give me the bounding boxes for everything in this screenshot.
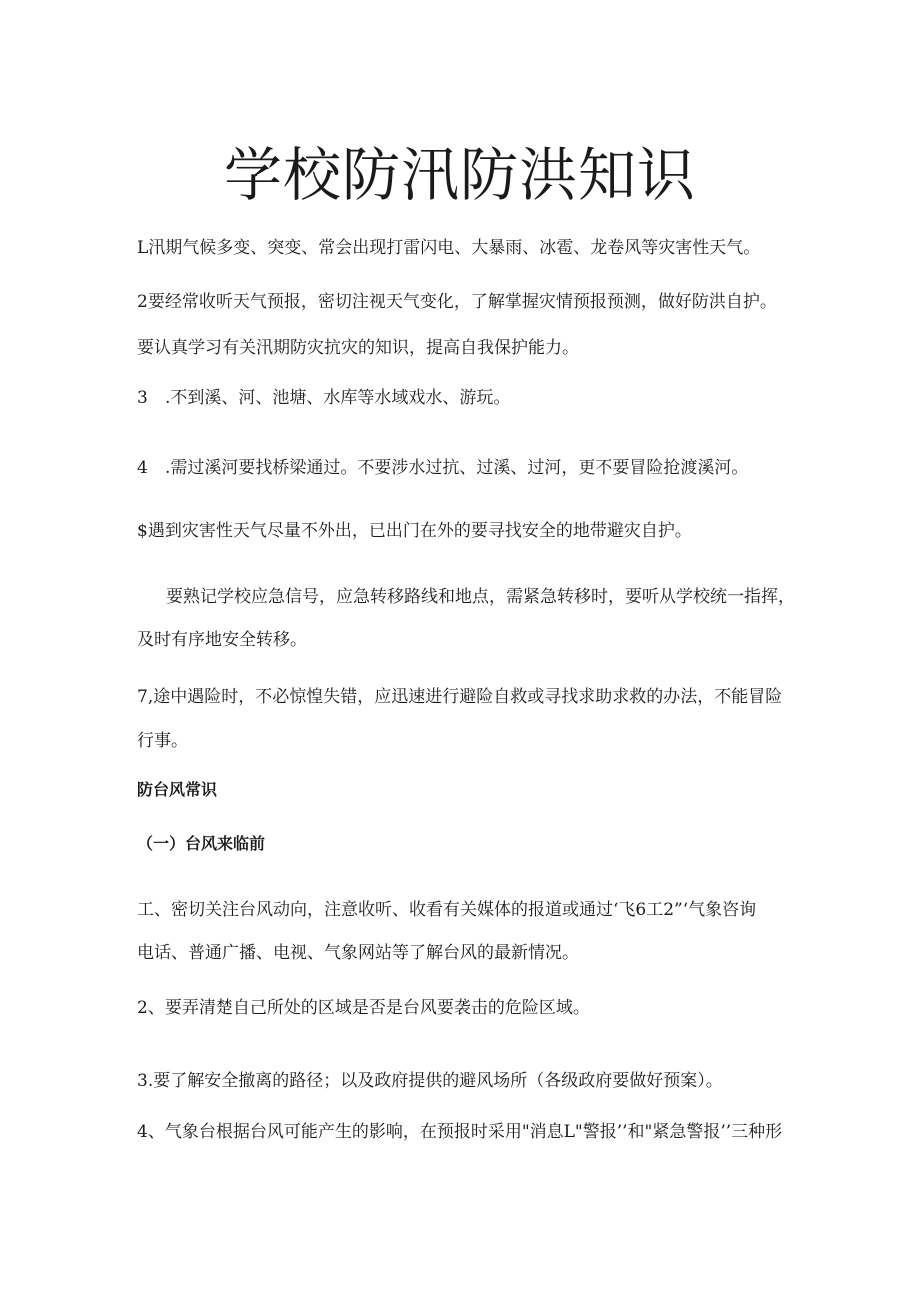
paragraph-4-number: 4 <box>137 458 148 478</box>
paragraph-7-line-1: 7,途中遇险时，不必惊惶失错，应迅速进行避险自救或寻找求助求救的办法，不能冒险 <box>137 687 783 707</box>
subsection-heading-before: （一）台风来临前 <box>137 834 266 853</box>
paragraph-2-line-1: 2要经常收听天气预报，密切注视天气变化，了解掌握灾情预报预测，做好防洪自护。 <box>137 292 777 312</box>
typhoon-item-1-line-1: 工、密切关注台风动向，注意收听、收看有关媒体的报道或通过‘飞6工2”‘气象咨询 <box>137 900 757 920</box>
paragraph-3-text: .不到溪、河、池塘、水库等水域戏水、游玩。 <box>165 388 511 408</box>
paragraph-2-line-2: 要认真学习有关汛期防灾抗灾的知识，提高自我保护能力。 <box>137 338 579 358</box>
typhoon-item-2: 2、要弄清楚自己所处的区域是否是台风要袭击的危险区域。 <box>137 998 590 1018</box>
paragraph-1: L汛期气候多变、突变、常会出现打雷闪电、大暴雨、冰雹、龙卷风等灾害性天气。 <box>137 238 761 258</box>
paragraph-4-text: .需过溪河要找桥梁通过。不要涉水过抗、过溪、过河，更不要冒险抢渡溪河。 <box>165 458 749 478</box>
paragraph-6-line-1: 要熟记学校应急信号，应急转移路线和地点，需紧急转移时，要听从学校统一指挥， <box>166 587 795 607</box>
typhoon-item-4: 4、气象台根据台风可能产生的影响，在预报时采用"消息L"警报’’和"紧急警报’’三种形 <box>137 1122 783 1142</box>
typhoon-item-3: 3.要了解安全撤离的路径；以及政府提供的避风场所（各级政府要做好预案）。 <box>137 1071 723 1091</box>
paragraph-7-line-2: 行事。 <box>137 731 188 751</box>
section-heading-typhoon: 防台风常识 <box>137 780 218 799</box>
paragraph-6-line-2: 及时有序地安全转移。 <box>137 630 307 650</box>
paragraph-5: $遇到灾害性天气尽量不外出，已出门在外的要寻找安全的地带避灾自护。 <box>137 521 692 541</box>
typhoon-item-1-line-2: 电话、普通广播、电视、气象网站等了解台风的最新情况。 <box>137 943 579 963</box>
paragraph-4 <box>137 456 748 480</box>
paragraph-3-number: 3 <box>137 388 148 408</box>
document-title: 学校防汛防洪知识 <box>223 141 696 209</box>
paragraph-3 <box>137 386 510 410</box>
